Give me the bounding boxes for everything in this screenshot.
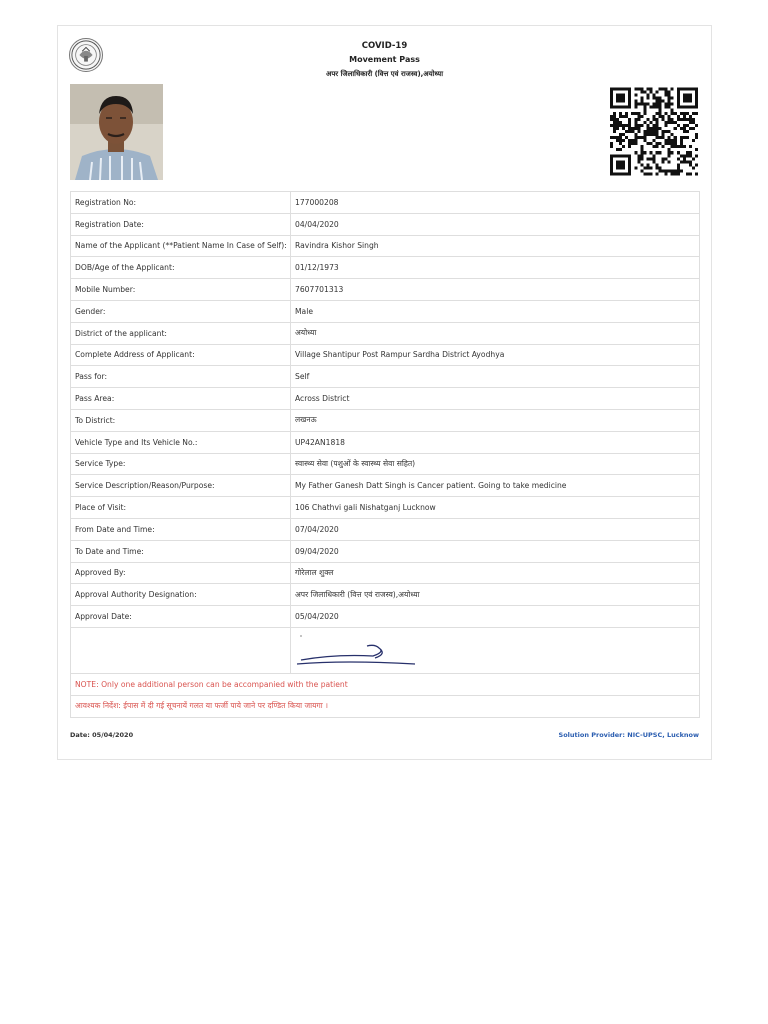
detail-label: Complete Address of Applicant: xyxy=(71,344,291,366)
detail-value: 106 Chathvi gali Nishatganj Lucknow xyxy=(291,497,700,519)
detail-row xyxy=(71,213,700,235)
detail-row xyxy=(71,344,700,366)
detail-row xyxy=(71,562,700,584)
pass-subtitle: Movement Pass xyxy=(349,55,420,64)
detail-label: Approved By: xyxy=(71,562,291,584)
detail-value: अयोध्या xyxy=(291,322,700,344)
detail-value: 09/04/2020 xyxy=(291,540,700,562)
detail-value: 177000208 xyxy=(291,192,700,214)
detail-label: Approval Authority Designation: xyxy=(71,584,291,606)
detail-label: Registration No: xyxy=(71,192,291,214)
detail-row xyxy=(71,235,700,257)
note-row-hindi xyxy=(71,695,700,717)
detail-value: गोरेलाल शुक्ल xyxy=(291,562,700,584)
movement-pass-card xyxy=(57,25,712,760)
detail-row xyxy=(71,431,700,453)
detail-label: To Date and Time: xyxy=(71,540,291,562)
detail-label: Service Description/Reason/Purpose: xyxy=(71,475,291,497)
detail-row xyxy=(71,453,700,475)
issue-date: Date: 05/04/2020 xyxy=(70,731,134,739)
signature-row xyxy=(71,627,700,673)
detail-label: Mobile Number: xyxy=(71,279,291,301)
detail-label: DOB/Age of the Applicant: xyxy=(71,257,291,279)
detail-value: Village Shantipur Post Rampur Sardha District Ayodhya xyxy=(291,344,700,366)
signature-cell xyxy=(291,627,700,673)
qr-code-icon xyxy=(610,87,698,176)
detail-row xyxy=(71,388,700,410)
pass-header xyxy=(58,39,711,81)
detail-label: From Date and Time: xyxy=(71,518,291,540)
detail-value: लखनऊ xyxy=(291,409,700,431)
detail-label: Place of Visit: xyxy=(71,497,291,519)
approver-signature xyxy=(295,630,425,670)
detail-label: Gender: xyxy=(71,300,291,322)
detail-label: Name of the Applicant (**Patient Name In Case of Self): xyxy=(71,235,291,257)
detail-row xyxy=(71,409,700,431)
detail-row xyxy=(71,192,700,214)
detail-row xyxy=(71,279,700,301)
detail-row xyxy=(71,518,700,540)
details-table xyxy=(70,191,700,718)
detail-row xyxy=(71,300,700,322)
detail-value: Male xyxy=(291,300,700,322)
detail-row xyxy=(71,584,700,606)
detail-label: To District: xyxy=(71,409,291,431)
detail-value: Ravindra Kishor Singh xyxy=(291,235,700,257)
detail-row xyxy=(71,257,700,279)
detail-value: 7607701313 xyxy=(291,279,700,301)
detail-label: District of the applicant: xyxy=(71,322,291,344)
detail-value: 07/04/2020 xyxy=(291,518,700,540)
signature-label-cell xyxy=(71,627,291,673)
detail-row xyxy=(71,322,700,344)
pass-title: COVID-19 xyxy=(361,41,408,51)
detail-row xyxy=(71,366,700,388)
issuing-authority: अपर जिलाधिकारी (वित्त एवं राजस्व),अयोध्या xyxy=(325,70,444,78)
detail-label: Service Type: xyxy=(71,453,291,475)
detail-label: Pass Area: xyxy=(71,388,291,410)
detail-row xyxy=(71,540,700,562)
detail-value: My Father Ganesh Datt Singh is Cancer patient. Going to take medicine xyxy=(291,475,700,497)
note-english: NOTE: Only one additional person can be accompanied with the patient xyxy=(71,673,700,695)
detail-value: Across District xyxy=(291,388,700,410)
detail-value: 05/04/2020 xyxy=(291,606,700,628)
detail-value: Self xyxy=(291,366,700,388)
detail-row xyxy=(71,497,700,519)
detail-label: Vehicle Type and Its Vehicle No.: xyxy=(71,431,291,453)
detail-value: स्वास्थ्य सेवा (पशुओं के स्वास्थ्य सेवा सहित) xyxy=(291,453,700,475)
detail-label: Approval Date: xyxy=(71,606,291,628)
detail-value: 01/12/1973 xyxy=(291,257,700,279)
solution-provider: Solution Provider: NIC-UPSC, Lucknow xyxy=(558,731,699,739)
note-row-english xyxy=(71,673,700,695)
detail-label: Pass for: xyxy=(71,366,291,388)
note-hindi: आवश्यक निर्देश: ईपास में दी गई सूचनायें गलत या फर्जी पाये जाने पर दण्डित किया जायगा । xyxy=(71,695,700,717)
detail-row xyxy=(71,606,700,628)
detail-value: UP42AN1818 xyxy=(291,431,700,453)
detail-value: अपर जिलाधिकारी (वित्त एवं राजस्व),अयोध्या xyxy=(291,584,700,606)
detail-row xyxy=(71,475,700,497)
detail-value: 04/04/2020 xyxy=(291,213,700,235)
detail-label: Registration Date: xyxy=(71,213,291,235)
applicant-photo xyxy=(70,84,163,180)
